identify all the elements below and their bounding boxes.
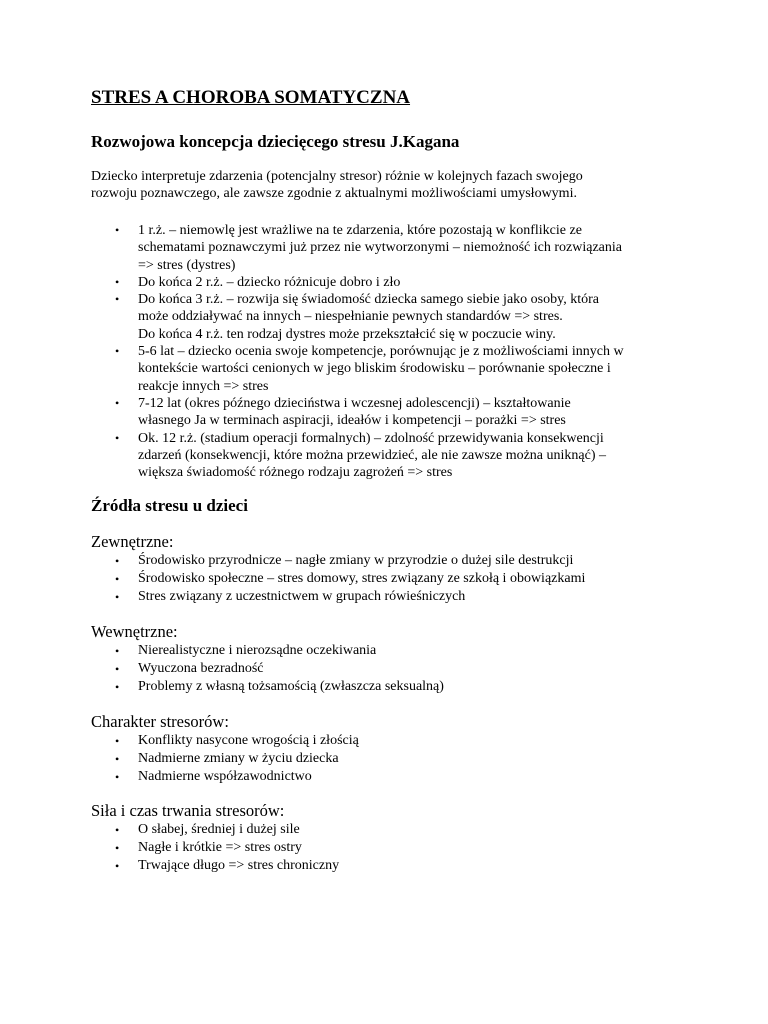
section-heading-sources: Źródła stresu u dzieci — [91, 496, 248, 515]
group-label-stressor-character: Charakter stresorów: — [91, 712, 229, 731]
list-item-text: Trwające długo => stres chroniczny — [138, 858, 340, 873]
text-line: Do końca 2 r.ż. – dziecko różnicuje dobro i zło — [138, 274, 401, 290]
list-item-text — [138, 430, 624, 482]
bullet-icon: • — [115, 344, 120, 359]
list-item-text: Nadmierne współzawodnictwo — [138, 769, 312, 784]
text-line: 1 r.ż. – niemowlę jest wrażliwe na te zdarzenia, które pozostają w konflikcie ze — [138, 223, 582, 238]
list-item — [0, 343, 624, 395]
text-line: 5-6 lat – dziecko ocenia swoje kompetencje, porównując je z możliwościami innych w — [138, 344, 624, 360]
group-label-stressor-strength: Siła i czas trwania stresorów: — [91, 801, 285, 820]
bullet-icon: • — [115, 859, 120, 873]
text-line: 7-12 lat (okres późnego dzieciństwa i wczesnej adolescencji) – kształtowanie — [138, 395, 571, 411]
list-item-text: Konflikty nasycone wrogością i złością — [138, 733, 359, 748]
intro-line: Dziecko interpretuje zdarzenia (potencjalny stresor) różnie w kolejnych fazach swojego — [91, 169, 583, 184]
kagan-stages-list — [0, 222, 624, 481]
list-item-text — [138, 222, 624, 274]
list-item — [0, 821, 339, 839]
bullet-icon: • — [115, 644, 120, 658]
bullet-icon: • — [115, 430, 120, 445]
bullet-icon: • — [115, 752, 120, 766]
bullet-icon: • — [115, 223, 120, 237]
list-item-text: Problemy z własną tożsamością (zwłaszcza seksualną) — [138, 679, 444, 694]
document-title: STRES A CHOROBA SOMATYCZNA — [91, 87, 411, 108]
list-item-text — [138, 274, 624, 291]
text-line: reakcje innych => stres — [138, 378, 269, 394]
list-item-text: Środowisko społeczne – stres domowy, stres związany ze szkołą i obowiązkami — [138, 571, 586, 586]
intro-line: rozwoju poznawczego, ale zawsze zgodnie z aktualnymi możliwościami umysłowymi. — [91, 186, 577, 201]
list-item-text — [138, 343, 624, 395]
bullet-icon: • — [115, 274, 120, 289]
stressor-character-list — [0, 732, 359, 786]
bullet-icon: • — [115, 680, 120, 694]
list-item-text: Nierealistyczne i nierozsądne oczekiwania — [138, 643, 377, 658]
bullet-icon: • — [115, 554, 120, 568]
text-line: może oddziaływać na innych – niespełnianie pewnych standardów => stres. — [138, 309, 563, 325]
group-label-external: Zewnętrzne: — [91, 532, 174, 551]
list-item-text: Nadmierne zmiany w życiu dziecka — [138, 751, 339, 766]
bullet-icon: • — [115, 770, 120, 784]
list-item — [0, 768, 359, 786]
bullet-icon: • — [115, 841, 120, 855]
list-item — [0, 291, 624, 343]
list-item-text — [138, 291, 624, 343]
text-line: Do końca 4 r.ż. ten rodzaj dystres może przekształcić się w poczucie winy. — [138, 326, 556, 342]
list-item — [0, 274, 624, 291]
text-line: schematami poznawczymi już przez nie wytworzonymi – niemożność ich rozwiązania — [138, 240, 622, 256]
list-item — [0, 732, 359, 750]
list-item — [0, 570, 585, 588]
text-line: => stres (dystres) — [138, 257, 236, 273]
list-item-text: Wyuczona bezradność — [138, 661, 264, 676]
bullet-icon: • — [115, 395, 120, 410]
external-sources-list — [0, 552, 585, 606]
bullet-icon: • — [115, 590, 120, 604]
internal-sources-list — [0, 642, 444, 696]
list-item-text: Środowisko przyrodnicze – nagłe zmiany w przyrodzie o dużej sile destrukcji — [138, 553, 574, 568]
list-item-text — [138, 395, 624, 430]
list-item-text: O słabej, średniej i dużej sile — [138, 822, 300, 837]
list-item — [0, 750, 359, 768]
text-line: większa świadomość różnego rodzaju zagrożeń => stres — [138, 465, 453, 481]
list-item — [0, 678, 444, 696]
list-item-text: Stres związany z uczestnictwem w grupach rówieśniczych — [138, 589, 466, 604]
group-label-internal: Wewnętrzne: — [91, 622, 178, 641]
list-item — [0, 430, 624, 482]
text-line: kontekście wartości cenionych w jego bliskim środowisku – porównanie społeczne i — [138, 361, 611, 377]
text-line: własnego Ja w terminach aspiracji, ideałów i kompetencji – porażki => stres — [138, 413, 566, 429]
bullet-icon: • — [115, 572, 120, 586]
list-item — [0, 395, 624, 430]
bullet-icon: • — [115, 823, 120, 837]
stressor-strength-list — [0, 821, 339, 875]
list-item — [0, 642, 444, 660]
intro-paragraph — [91, 168, 691, 202]
list-item — [0, 222, 624, 274]
text-line: zdarzeń (konsekwencji, które można przewidzieć, ale nie zawsze można uniknąć) – — [138, 447, 606, 463]
section-heading-kagan: Rozwojowa koncepcja dziecięcego stresu J.Kagana — [91, 132, 460, 151]
list-item — [0, 552, 585, 570]
text-line: Do końca 3 r.ż. – rozwija się świadomość dziecka samego siebie jako osoby, która — [138, 292, 599, 308]
bullet-icon: • — [115, 662, 120, 676]
list-item — [0, 660, 444, 678]
bullet-icon: • — [115, 734, 120, 748]
bullet-icon: • — [115, 292, 120, 307]
list-item-text: Nagłe i krótkie => stres ostry — [138, 840, 302, 855]
text-line: Ok. 12 r.ż. (stadium operacji formalnych) – zdolność przewidywania konsekwencji — [138, 430, 604, 446]
list-item — [0, 588, 585, 606]
list-item — [0, 857, 339, 875]
list-item — [0, 839, 339, 857]
